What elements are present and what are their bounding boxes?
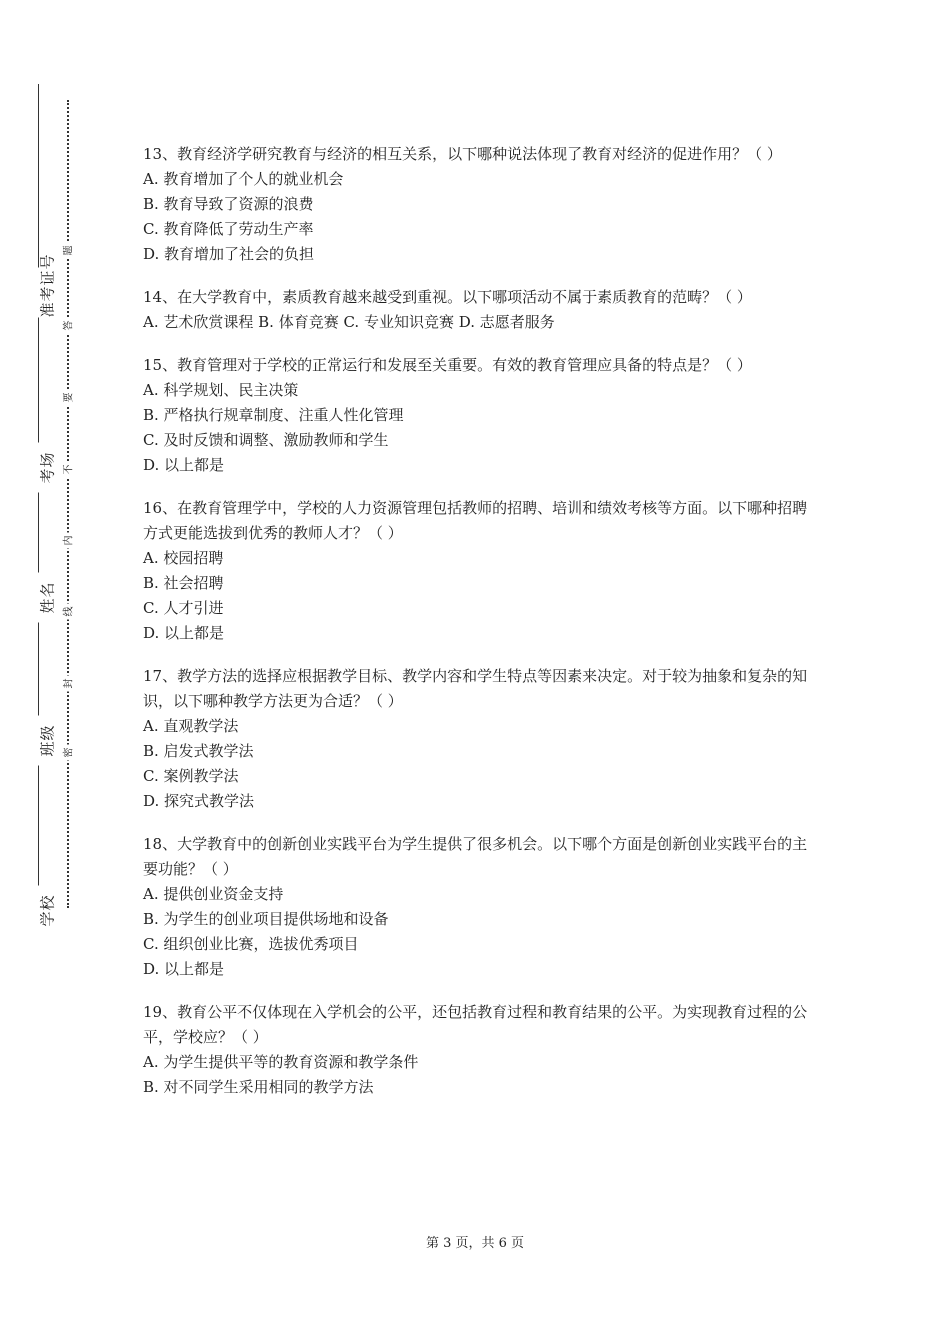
seal-char: 线: [60, 604, 75, 620]
binding-dotted-line: [67, 100, 69, 908]
option-b: B. 教育导致了资源的浪费: [143, 195, 314, 213]
question-18: [143, 832, 815, 982]
question-17: [143, 664, 815, 814]
option-c: C. 案例教学法: [143, 767, 239, 785]
label-name: 姓名: [35, 573, 60, 623]
option-line: A. 艺术欣赏课程 B. 体育竞赛 C. 专业知识竞赛 D. 志愿者服务: [143, 313, 555, 331]
label-exam-number: 准考证号: [35, 268, 60, 318]
option-a: A. 科学规划、民主决策: [143, 381, 299, 399]
question-text: 18、大学教育中的创新创业实践平台为学生提供了很多机会。以下哪个方面是创新创业实践平台的主要功能？（ ）: [143, 835, 808, 878]
question-text: 17、教学方法的选择应根据教学目标、教学内容和学生特点等因素来决定。对于较为抽象和复杂的知识，以下哪种教学方法更为合适？（ ）: [143, 667, 808, 710]
question-16: [143, 496, 815, 646]
option-a: A. 校园招聘: [143, 549, 224, 567]
option-d: D. 教育增加了社会的负担: [143, 245, 315, 263]
question-text: 13、教育经济学研究教育与经济的相互关系，以下哪种说法体现了教育对经济的促进作用？（ ）: [143, 145, 782, 163]
option-a: A. 直观教学法: [143, 717, 239, 735]
label-school: 学校: [35, 886, 60, 936]
option-a: A. 教育增加了个人的就业机会: [143, 170, 344, 188]
option-c: C. 教育降低了劳动生产率: [143, 220, 314, 238]
option-a: A. 为学生提供平等的教育资源和教学条件: [143, 1053, 419, 1071]
seal-char: 封: [60, 676, 75, 692]
label-class: 班级: [35, 716, 60, 766]
question-15: [143, 353, 815, 478]
option-b: B. 为学生的创业项目提供场地和设备: [143, 910, 389, 928]
option-b: B. 启发式教学法: [143, 742, 254, 760]
page-footer: 第 3 页，共 6 页: [425, 1236, 525, 1251]
question-14: [143, 285, 815, 335]
option-c: C. 人才引进: [143, 599, 224, 617]
option-c: C. 及时反馈和调整、激励教师和学生: [143, 431, 389, 449]
questions-section: [143, 142, 815, 1118]
question-19: [143, 1000, 815, 1100]
option-d: D. 以上都是: [143, 624, 225, 642]
option-b: B. 社会招聘: [143, 574, 224, 592]
seal-char: 题: [60, 243, 75, 259]
question-text: 15、教育管理对于学校的正常运行和发展至关重要。有效的教育管理应具备的特点是？（ ）: [143, 356, 752, 374]
question-text: 16、在教育管理学中，学校的人力资源管理包括教师的招聘、培训和绩效考核等方面。以下哪种招聘方式更能选拔到优秀的教师人才？（ ）: [143, 499, 808, 542]
option-b: B. 对不同学生采用相同的教学方法: [143, 1078, 374, 1096]
binding-margin: [0, 0, 110, 1344]
question-13: [143, 142, 815, 267]
question-text: 19、教育公平不仅体现在入学机会的公平，还包括教育过程和教育结果的公平。为实现教育过程的公平，学校应？（ ）: [143, 1003, 808, 1046]
seal-char: 密: [60, 745, 75, 761]
option-d: D. 探究式教学法: [143, 792, 255, 810]
binding-solid-line: [38, 84, 39, 926]
seal-char: 内: [60, 533, 75, 549]
question-text: 14、在大学教育中，素质教育越来越受到重视。以下哪项活动不属于素质教育的范畴？（ ）: [143, 288, 752, 306]
label-exam-room: 考场: [35, 443, 60, 493]
option-c: C. 组织创业比赛，选拔优秀项目: [143, 935, 359, 953]
seal-char: 不: [60, 462, 75, 478]
seal-char: 要: [60, 390, 75, 406]
option-b: B. 严格执行规章制度、注重人性化管理: [143, 406, 404, 424]
option-d: D. 以上都是: [143, 456, 225, 474]
option-a: A. 提供创业资金支持: [143, 885, 284, 903]
seal-char: 答: [60, 318, 75, 334]
option-d: D. 以上都是: [143, 960, 225, 978]
